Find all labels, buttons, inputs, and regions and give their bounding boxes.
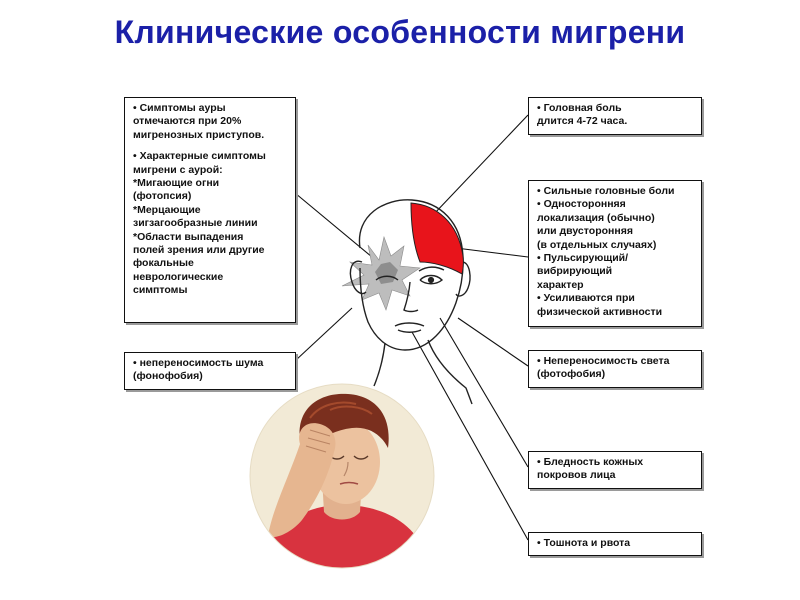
box-text-line: • Характерные симптомы (133, 150, 266, 163)
box-text-line: мигрени с аурой: (133, 163, 223, 176)
connector-pain (456, 248, 528, 257)
box-text-line: • Тошнота и рвота (537, 537, 631, 549)
headache-duration-box (528, 97, 702, 135)
box-text-line: длится 4-72 часа. (537, 115, 628, 128)
pain-characteristics-box (528, 180, 702, 327)
box-text-line: • Непереносимость света (537, 355, 670, 367)
box-text-line: • Односторонняя (537, 198, 626, 211)
box-text-line: фокальные (133, 257, 194, 270)
box-text-line: неврологические (133, 270, 224, 283)
connector-nausea (412, 332, 528, 540)
aura-flash-shape (342, 237, 420, 310)
connector-noise (296, 308, 352, 360)
nausea-box (528, 532, 702, 556)
page-title: Клинические особенности мигрени (114, 14, 686, 50)
box-text-line: (фотофобия) (537, 368, 606, 381)
box-text-line: симптомы (133, 284, 188, 297)
box-text-line: или двусторонняя (537, 225, 633, 238)
box-text-line: *Мигающие огни (133, 177, 220, 190)
connector-aura (295, 193, 378, 262)
box-text-line: отмечаются при 20% (133, 115, 242, 128)
box-text-line: покровов лица (537, 469, 616, 482)
box-text-line: • Бледность кожных (537, 456, 644, 468)
aura-symptoms-box (124, 97, 296, 323)
connector-duration (433, 115, 528, 215)
box-text-line: физической активности (537, 305, 663, 318)
box-text-line: • Пульсирующий/ (537, 252, 629, 265)
box-text-line: (фонофобия) (133, 370, 203, 383)
phonophobia-box (124, 352, 296, 390)
pain-area-shape (411, 203, 463, 274)
box-text-line: (в отдельных случаях) (537, 238, 657, 251)
box-text-line: • Сильные головные боли (537, 185, 675, 197)
box-text-line: локализация (обычно) (537, 211, 655, 224)
box-text-line: • Симптомы ауры (133, 102, 226, 114)
box-text-line: вибрирующий (537, 265, 613, 278)
box-text-line: (фотопсия) (133, 190, 192, 203)
pallor-box (528, 451, 702, 489)
connector-light (458, 318, 528, 366)
box-text-line: полей зрения или другие (133, 244, 265, 257)
box-text-line: зигзагообразные линии (133, 217, 258, 230)
box-text-line: *Мерцающие (133, 203, 201, 216)
connector-pallor (440, 318, 528, 467)
photophobia-box (528, 350, 702, 388)
box-text-line: характер (537, 278, 584, 291)
box-text-line: мигренозных приступов. (133, 128, 265, 141)
woman-portrait-image (240, 380, 450, 580)
box-text-line: *Области выпадения (133, 230, 244, 243)
box-text-line: • Головная боль (537, 102, 622, 114)
box-text-line: • Усиливаются при (537, 292, 635, 305)
box-text-line: • непереносимость шума (133, 357, 264, 369)
